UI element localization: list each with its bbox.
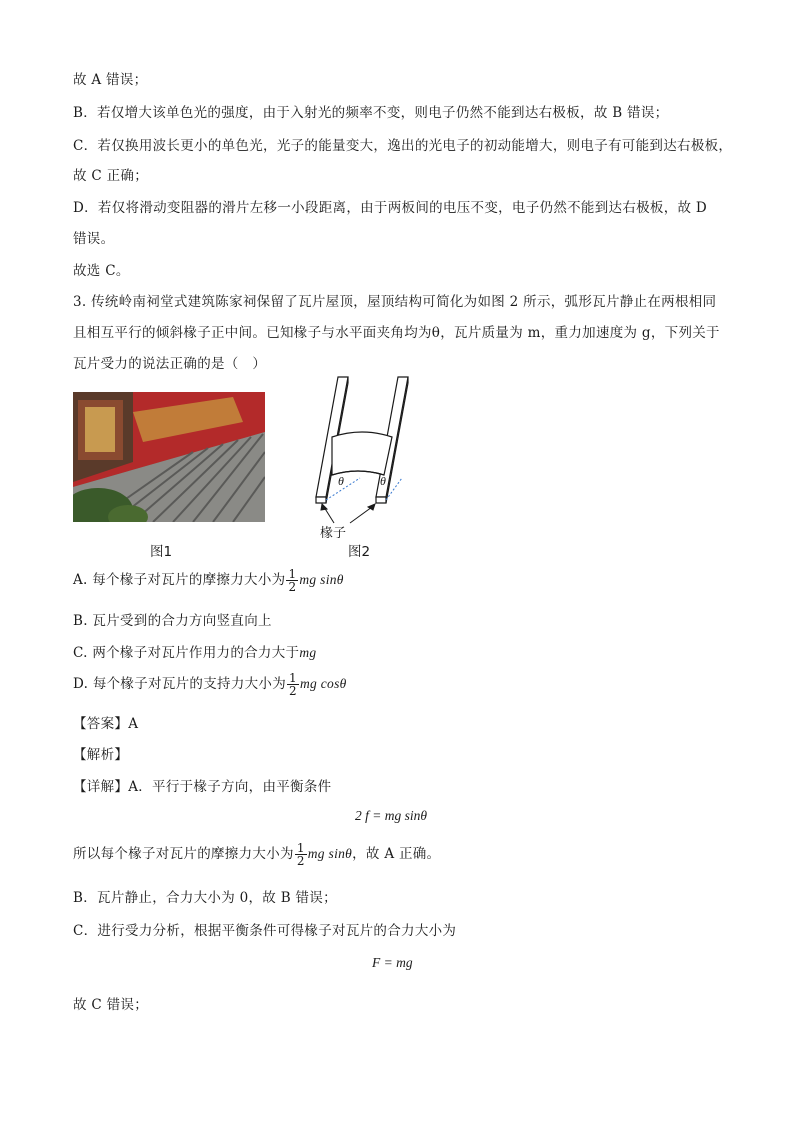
option-a: A. 每个椽子对瓦片的摩擦力大小为 $\frac{1}{2}$ mg sinθ (73, 567, 344, 594)
option-d: D. 每个椽子对瓦片的支持力大小为 $\frac{1}{2}$ mg cosθ (73, 671, 347, 698)
question-3-line-3: 瓦片受力的说法正确的是（ ） (73, 356, 267, 372)
fig1-caption: 图1 (150, 544, 173, 560)
detail-a-conclusion: 所以每个椽子对瓦片的摩擦力大小为 $\frac{1}{2}$ mg sinθ，故 A 正确。 (73, 841, 441, 868)
fig2-caption: 图2 (348, 544, 371, 560)
detail-c-conclusion: 故 C 错误； (73, 997, 149, 1013)
rafter-label: 椽子 (320, 526, 347, 541)
rafter-diagram (300, 375, 420, 545)
theta-label-right: θ (380, 474, 386, 488)
text-line: 故 C 正确； (73, 168, 149, 184)
question-3-line-1: 3. 传统岭南祠堂式建筑陈家祠保留了瓦片屋顶，屋顶结构可简化为如图 2 所示，弧形瓦片静止在两根相同 (73, 294, 717, 310)
answer-label: 【答案】 (73, 716, 129, 732)
detail-a: 【详解】A．平行于椽子方向，由平衡条件 (73, 779, 332, 795)
fraction: $\frac{1}{2}$ (296, 841, 305, 868)
answer-value: A (128, 716, 139, 732)
equation-1: 2 f = mg sinθ (355, 808, 427, 823)
detail-c: C．进行受力分析，根据平衡条件可得椽子对瓦片的合力大小为 (73, 923, 457, 939)
roof-photo (73, 392, 265, 522)
option-c: C. 两个椽子对瓦片作用力的合力大于mg (73, 645, 317, 661)
text-line: 错误。 (73, 231, 115, 247)
text-line: B．若仅增大该单色光的强度，由于入射光的频率不变，则电子仍然不能到达右极板，故 B 错误； (73, 105, 669, 121)
text-line: 故选 C。 (73, 263, 130, 279)
analysis-label: 【解析】 (73, 747, 129, 763)
text-line: C．若仅换用波长更小的单色光，光子的能量变大，逸出的光电子的初动能增大，则电子有可能到达右极板， (73, 138, 733, 154)
text-line: D．若仅将滑动变阻器的滑片左移一小段距离，由于两板间的电压不变，电子仍然不能到达右极板，故 D (73, 200, 708, 216)
fraction: $\frac{1}{2}$ (288, 567, 297, 594)
equation-2: F = mg (372, 955, 413, 970)
text-line: 故 A 错误； (73, 72, 148, 88)
theta-label-left: θ (338, 474, 344, 488)
fraction: $\frac{1}{2}$ (289, 671, 297, 698)
option-b: B. 瓦片受到的合力方向竖直向上 (73, 613, 272, 629)
detail-b: B．瓦片静止，合力大小为 0，故 B 错误； (73, 890, 337, 906)
question-3-line-2: 且相互平行的倾斜椽子正中间。已知椽子与水平面夹角均为θ，瓦片质量为 m，重力加速度为 g，下列关于 (73, 325, 720, 341)
answer-line (73, 712, 138, 732)
